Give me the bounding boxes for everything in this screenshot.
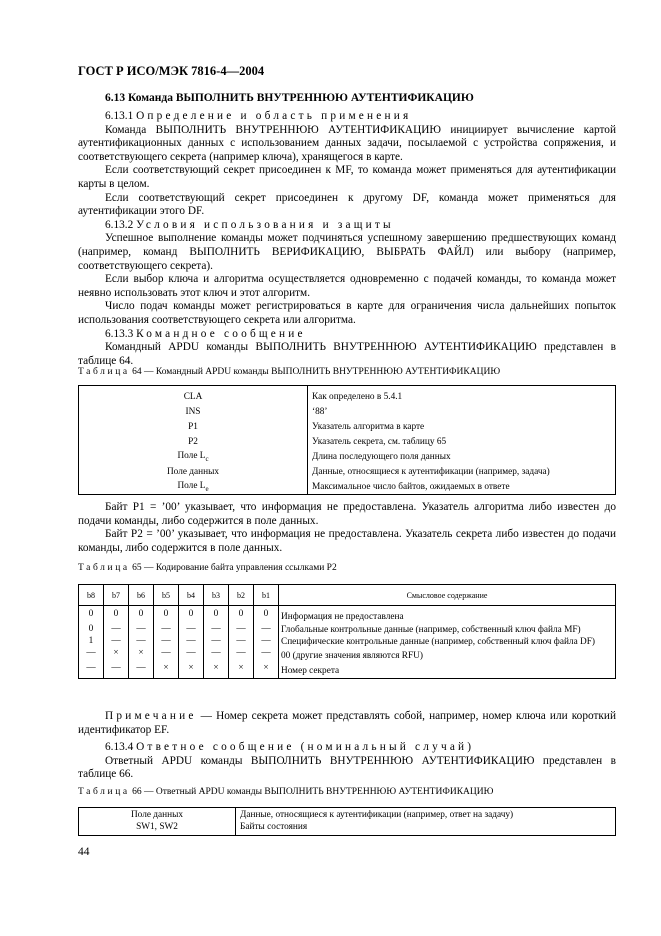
subsection-title: Определение и область применения xyxy=(136,110,412,122)
section-6-13-4 xyxy=(78,741,616,782)
table-65-note: Примечание — Номер секрета может представлять собой, например, номер ключа или короткий идентификатор EF. xyxy=(78,710,616,736)
paragraph: Если соответствующий секрет присоединен к другому DF, команда может применяться для аутентификации этого DF. xyxy=(78,191,616,218)
table-row: — × × — — — — — 00 (другие значения являются RFU) xyxy=(79,648,616,663)
table-row: Поле данных Данные, относящиеся к аутентификации (например, задача) xyxy=(79,464,616,479)
table-66-caption: Таблица 66 — Ответный APDU команды ВЫПОЛНИТЬ ВНУТРЕННЮЮ АУТЕНТИФИКАЦИЮ xyxy=(78,787,494,797)
table-row: Поле $L_e$ Максимальное число байтов, ожидаемых в ответе xyxy=(79,479,616,495)
table-64 xyxy=(78,385,616,495)
document-header: ГОСТ Р ИСО/МЭК 7816-4—2004 xyxy=(78,64,265,78)
section-title: 6.13 Команда ВЫПОЛНИТЬ ВНУТРЕННЮЮ АУТЕНТИФИКАЦИЮ xyxy=(105,92,474,104)
table-65 xyxy=(78,584,616,679)
subsection-number: 6.13.3 xyxy=(105,327,134,340)
page-number: 44 xyxy=(78,846,90,858)
table-row: P2 Указатель секрета, см. таблицу 65 xyxy=(79,434,616,449)
paragraph: Успешное выполнение команды может подчиняться успешному завершению предшествующих команд (например, команд ВЫПОЛНИТЬ ВЕРИФИКАЦИЮ, ВЫБРАТЬ ФАЙЛ) или выбору (например, соответствующего секрета). xyxy=(78,232,616,272)
table-row: P1 Указатель алгоритма в карте xyxy=(79,419,616,434)
subsection-title: Условия использования и защиты xyxy=(136,218,394,231)
table-64-caption: Таблица 64 — Командный APDU команды ВЫПОЛНИТЬ ВНУТРЕННЮЮ АУТЕНТИФИКАЦИЮ xyxy=(78,367,501,377)
paragraph: Если выбор ключа и алгоритма осуществляется одновременно с подачей команды, то команда может неявно использовать этот ключ и этот алгоритм. xyxy=(78,273,616,299)
table-row: CLA Как определено в 5.4.1 xyxy=(79,386,616,405)
table-row: Поле данных SW1, SW2 Данные, относящиеся к аутентификации (например, ответ на задачу) Байты состояния xyxy=(79,808,616,836)
paragraph: Ответный APDU команды ВЫПОЛНИТЬ ВНУТРЕННЮЮ АУТЕНТИФИКАЦИЮ представлен в таблице 66. xyxy=(78,754,616,781)
table-header-row: b8 b7 b6 b5 b4 b3 b2 b1 Смысловое содержание xyxy=(79,585,616,606)
section-6-13-1 xyxy=(78,110,616,368)
table-66 xyxy=(78,807,616,836)
subsection-title: Ответное сообщение (номинальный случай) xyxy=(136,741,475,753)
paragraph: Командный APDU команды ВЫПОЛНИТЬ ВНУТРЕННЮЮ АУТЕНТИФИКАЦИЮ представлен в таблице 64. xyxy=(78,341,616,367)
subsection-number: 6.13.4 xyxy=(105,741,134,753)
p1-p2-description xyxy=(78,501,616,555)
paragraph: Байт P1 = ’00’ указывает, что информация не предоставлена. Указатель алгоритма либо известен до подачи команды, либо содержится в поле данных. xyxy=(78,501,616,527)
paragraph: Команда ВЫПОЛНИТЬ ВНУТРЕННЮЮ АУТЕНТИФИКАЦИЮ инициирует вычисление картой аутентификационных данных с использованием данных задачи, посылаемой с устройства сопряжения, и соответствующего секрета (например ключа), хранящегося в карте. xyxy=(78,123,616,163)
subsection-number: 6.13.2 xyxy=(105,218,134,231)
table-row: — — — × × × × × Номер секрета xyxy=(79,663,616,679)
table-row: 1 — — — — — — — Специфические контрольные данные (например, собственный ключ файла DF) xyxy=(79,636,616,648)
paragraph: Если соответствующий секрет присоединен к MF, то команда может применяться для аутентификации карты в целом. xyxy=(78,164,616,190)
table-65-caption: Таблица 65 — Кодирование байта управления ссылками P2 xyxy=(78,563,337,573)
paragraph: Число подач команды может регистрироваться в карте для ограничения числа дальнейших попыток использования соответствующего секрета или алгоритма. xyxy=(78,300,616,326)
subsection-number: 6.13.1 xyxy=(105,110,134,122)
table-row: 0 — — — — — — — Глобальные контрольные данные (например, собственный ключ файла MF) xyxy=(79,624,616,636)
table-row: Поле $L_c$ Длина последующего поля данных xyxy=(79,449,616,464)
subsection-title: Командное сообщение xyxy=(136,327,306,340)
paragraph: Байт P2 = ’00’ указывает, что информация не предоставлена. Указатель секрета либо известен до подачи команды, либо содержится в поле данных. xyxy=(78,528,616,554)
table-row: INS ‘88’ xyxy=(79,404,616,419)
table-row: 0 0 0 0 0 0 0 0 Информация не предоставлена xyxy=(79,606,616,625)
